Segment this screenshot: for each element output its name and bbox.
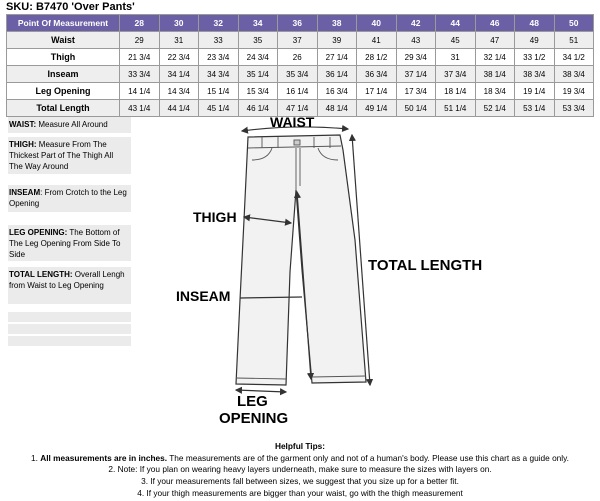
table-cell: 43	[396, 32, 436, 49]
table-cell: 34 3/4	[199, 66, 239, 83]
table-cell: 48 1/4	[317, 100, 357, 117]
tip-1-prefix: 1.	[31, 453, 41, 463]
pants-outline	[236, 135, 366, 385]
table-cell: 45 1/4	[199, 100, 239, 117]
measure-leg-opening	[236, 390, 286, 392]
legend-desc: Measure All Around	[36, 120, 108, 129]
table-cell: 23 3/4	[199, 49, 239, 66]
table-cell: 19 1/4	[515, 83, 555, 100]
table-cell: 27 1/4	[317, 49, 357, 66]
label-total-length: TOTAL LENGTH	[368, 257, 483, 274]
table-cell: 49 1/4	[357, 100, 397, 117]
size-header: 34	[238, 15, 278, 32]
legend-desc: : From Crotch to the Leg Opening	[9, 188, 127, 208]
table-cell: 53 1/4	[515, 100, 555, 117]
table-cell: 17 3/4	[396, 83, 436, 100]
table-cell: 29 3/4	[396, 49, 436, 66]
table-cell: 38 3/4	[554, 66, 594, 83]
table-cell: 16 1/4	[278, 83, 318, 100]
table-cell: 38 3/4	[515, 66, 555, 83]
table-cell: 19 3/4	[554, 83, 594, 100]
table-cell: 33 1/2	[515, 49, 555, 66]
size-header: 42	[396, 15, 436, 32]
row-label: Inseam	[7, 66, 120, 83]
row-label: Thigh	[7, 49, 120, 66]
table-cell: 36 3/4	[357, 66, 397, 83]
table-cell: 34 1/4	[159, 66, 199, 83]
sku-title: SKU: B7470 'Over Pants'	[6, 1, 135, 13]
table-cell: 16 3/4	[317, 83, 357, 100]
table-cell: 28 1/2	[357, 49, 397, 66]
table-cell: 47	[475, 32, 515, 49]
row-label: Waist	[7, 32, 120, 49]
legend-desc: Overall Lengh from Waist to Leg Opening	[9, 270, 125, 290]
size-header: 38	[317, 15, 357, 32]
table-cell: 14 3/4	[159, 83, 199, 100]
legend-desc: Measure From The Thickest Part of The Thigh All The Way Around	[9, 140, 114, 171]
row-label: Leg Opening	[7, 83, 120, 100]
table-cell: 31	[436, 49, 476, 66]
size-header: 50	[554, 15, 594, 32]
table-cell: 52 1/4	[475, 100, 515, 117]
tip-3: 3. If your measurements fall between sizes, we suggest that you size up for a better fit.	[141, 476, 459, 486]
size-header: 48	[515, 15, 555, 32]
tip-4: 4. If your thigh measurements are bigger than your waist, go with the thigh measurement	[137, 488, 463, 498]
legend-term: WAIST:	[9, 120, 37, 129]
tip-1	[0, 453, 600, 465]
label-opening: OPENING	[219, 410, 289, 427]
table-cell: 29	[120, 32, 160, 49]
table-cell: 18 3/4	[475, 83, 515, 100]
label-thigh: THIGH	[193, 209, 237, 225]
table-cell: 15 3/4	[238, 83, 278, 100]
table-cell: 22 3/4	[159, 49, 199, 66]
table-cell: 38 1/4	[475, 66, 515, 83]
legend-term: LEG OPENING:	[9, 228, 68, 237]
table-cell: 34 1/2	[554, 49, 594, 66]
table-cell: 50 1/4	[396, 100, 436, 117]
table-cell: 31	[159, 32, 199, 49]
table-cell: 35 3/4	[278, 66, 318, 83]
table-cell: 18 1/4	[436, 83, 476, 100]
table-cell: 47 1/4	[278, 100, 318, 117]
table-cell: 45	[436, 32, 476, 49]
size-header: 44	[436, 15, 476, 32]
table-cell: 26	[278, 49, 318, 66]
label-leg: LEG	[237, 393, 268, 410]
table-cell: 33	[199, 32, 239, 49]
legend-term: THIGH:	[9, 140, 37, 149]
tip-2: 2. Note: If you plan on wearing heavy layers underneath, make sure to measure the sizes with layers on.	[108, 464, 492, 474]
header-label: Point Of Measurement	[7, 15, 120, 32]
tip-1-rest: The measurements are of the garment only and not of a human's body. Please use this chart as a guide only.	[167, 453, 569, 463]
table-cell: 15 1/4	[199, 83, 239, 100]
size-header: 46	[475, 15, 515, 32]
label-waist: WAIST	[270, 114, 315, 130]
table-cell: 53 3/4	[554, 100, 594, 117]
table-cell: 32 1/4	[475, 49, 515, 66]
size-header: 28	[120, 15, 160, 32]
table-cell: 37	[278, 32, 318, 49]
table-cell: 36 1/4	[317, 66, 357, 83]
table-cell: 39	[317, 32, 357, 49]
table-cell: 43 1/4	[120, 100, 160, 117]
tips-title: Helpful Tips:	[274, 441, 326, 451]
legend-term: INSEAM	[9, 188, 41, 197]
table-cell: 37 3/4	[436, 66, 476, 83]
legend-desc: The Bottom of The Leg Opening From Side To Side	[9, 228, 121, 259]
table-cell: 51 1/4	[436, 100, 476, 117]
table-cell: 46 1/4	[238, 100, 278, 117]
size-header: 32	[199, 15, 239, 32]
row-label: Total Length	[7, 100, 120, 117]
tip-1-bold: All measurements are in inches.	[40, 453, 168, 463]
table-cell: 37 1/4	[396, 66, 436, 83]
table-cell: 51	[554, 32, 594, 49]
table-cell: 24 3/4	[238, 49, 278, 66]
table-cell: 33 3/4	[120, 66, 160, 83]
table-cell: 14 1/4	[120, 83, 160, 100]
table-cell: 35	[238, 32, 278, 49]
table-cell: 44 1/4	[159, 100, 199, 117]
table-cell: 17 1/4	[357, 83, 397, 100]
label-inseam: INSEAM	[176, 288, 231, 304]
table-cell: 41	[357, 32, 397, 49]
table-cell: 35 1/4	[238, 66, 278, 83]
table-cell: 49	[515, 32, 555, 49]
table-cell: 21 3/4	[120, 49, 160, 66]
legend-term: TOTAL LENGTH:	[9, 270, 73, 279]
size-header: 40	[357, 15, 397, 32]
size-header: 36	[278, 15, 318, 32]
size-header: 30	[159, 15, 199, 32]
